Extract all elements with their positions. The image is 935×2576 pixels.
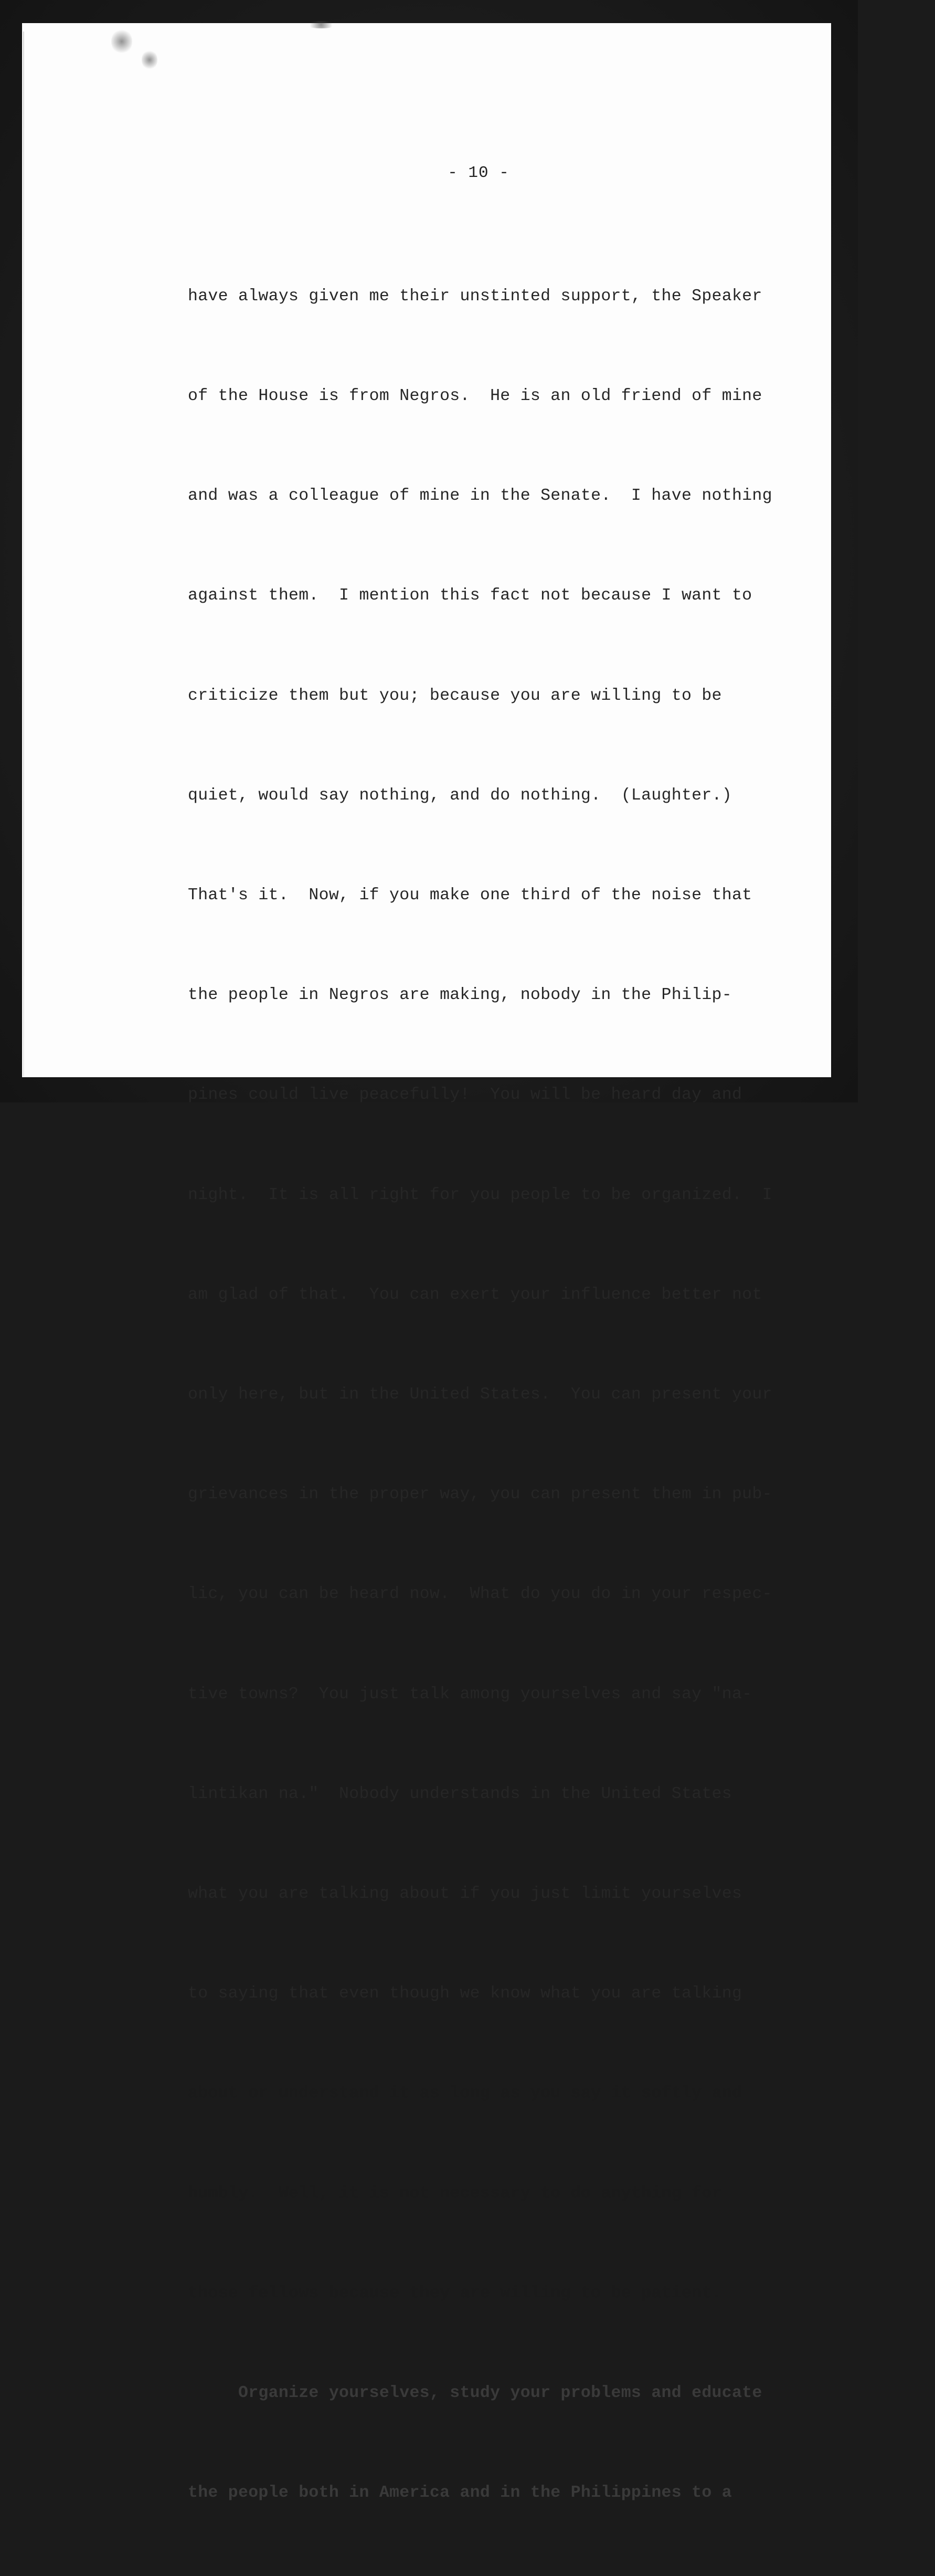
body-text bbox=[188, 213, 791, 2576]
text-line: lintikan na." Nobody understands in the United States bbox=[188, 1784, 732, 1803]
typewritten-page bbox=[22, 23, 831, 2503]
text-line: That's it. Now, if you make one third of the noise that bbox=[188, 886, 752, 905]
ink-smudge bbox=[305, 21, 337, 28]
text-line: am glad of that. You can exert your influence better not bbox=[188, 1285, 762, 1304]
text-line: to saying that even though we know what you are talking bbox=[188, 1984, 742, 2003]
text-line: tive towns? You just talk among yourselves and say "na- bbox=[188, 1685, 752, 1704]
text-line: of the House is from Negros. He is an old friend of mine bbox=[188, 387, 762, 406]
text-line: lic, you can be heard now. What do you do in your respec- bbox=[188, 1585, 772, 1604]
text-line: the people in Negros are making, nobody in the Philip- bbox=[188, 986, 732, 1005]
page-number: - 10 - bbox=[448, 164, 509, 182]
text-line: and was a colleague of mine in the Senate. I have nothing bbox=[188, 487, 772, 506]
text-line: about or understand it as long as you say it softly and bbox=[188, 2084, 742, 2103]
page-edge-shadow bbox=[23, 31, 24, 1076]
text-line: Organize yourselves, study your problems and educate bbox=[188, 2384, 762, 2403]
text-line: criticize them but you; because you are willing to be bbox=[188, 686, 722, 705]
ink-smudge bbox=[142, 49, 157, 70]
text-line: night. It is all right for you people to be organized. I bbox=[188, 1185, 772, 1204]
text-line: the people both in America and in the Philippines to a bbox=[188, 2484, 732, 2503]
text-line: those fellows because they are willing to be patient. bbox=[188, 2284, 722, 2302]
ink-smudge bbox=[111, 28, 132, 55]
text-line: quiet, would say nothing, and do nothing. (Laughter.) bbox=[188, 786, 732, 805]
text-line: grievances in the proper way, you can present them in pub- bbox=[188, 1485, 772, 1504]
text-line: pines could live peacefully! You will be heard day and bbox=[188, 1086, 742, 1105]
text-line: only here, but in the United States. You can present your bbox=[188, 1385, 772, 1404]
text-line: against them. I mention this fact not because I want to bbox=[188, 586, 752, 605]
text-line: humbly. Well, it is not necessary to do anything for bbox=[188, 2184, 722, 2203]
text-line: have always given me their unstinted support, the Speaker bbox=[188, 287, 762, 306]
text-line: what you are talking about if you just limit yourselves bbox=[188, 1885, 742, 1904]
